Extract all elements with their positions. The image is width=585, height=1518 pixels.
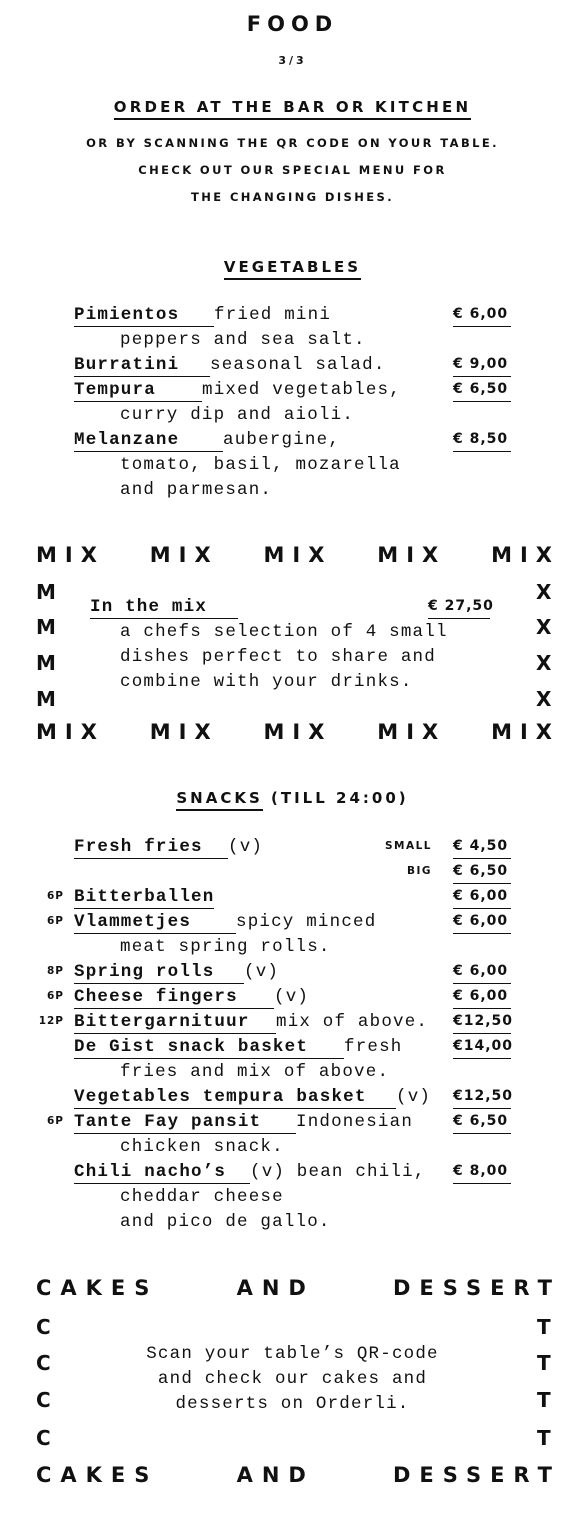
item-description: (v): [244, 962, 280, 982]
cakes-frame-left: C: [36, 1388, 51, 1412]
item-name: In the mix: [90, 596, 238, 619]
section-heading-note: (TILL 24:00): [271, 789, 409, 807]
menu-item: [74, 1036, 403, 1059]
order-heading-text: ORDER AT THE BAR OR KITCHEN: [114, 98, 471, 120]
item-description: tomato, basil, mozarella: [120, 455, 401, 475]
quantity-label: 8P: [46, 965, 64, 977]
menu-item: [74, 1111, 413, 1134]
item-description: dishes perfect to share and: [120, 647, 436, 667]
item-name: Pimientos: [74, 304, 214, 327]
item-description: spicy minced: [236, 912, 377, 932]
mix-frame-bottom: [36, 720, 560, 744]
item-price: € 6,00: [453, 986, 511, 1009]
cakes-frame-top: [36, 1276, 561, 1300]
mix-frame-right: X: [536, 580, 552, 604]
cakes-text-line: desserts on Orderli.: [175, 1394, 410, 1414]
item-price: €12,50: [453, 1011, 511, 1034]
cakes-frame-left: C: [36, 1351, 51, 1375]
section-heading-text: SNACKS: [176, 789, 262, 811]
menu-item: [74, 304, 331, 327]
mix-frame-left: M: [36, 651, 56, 675]
mix-word: MIX: [377, 543, 447, 567]
item-description: and parmesan.: [120, 480, 273, 500]
cakes-word: CAKES: [36, 1463, 159, 1487]
mix-frame-top: [36, 543, 560, 567]
item-name: Tempura: [74, 379, 202, 402]
item-price: € 9,00: [453, 354, 511, 377]
item-description: fries and mix of above.: [120, 1062, 390, 1082]
item-price: € 27,50: [428, 596, 490, 619]
item-description: curry dip and aioli.: [120, 405, 355, 425]
item-description: (v): [274, 987, 310, 1007]
intro-line: OR BY SCANNING THE QR CODE ON YOUR TABLE.: [86, 136, 499, 150]
cakes-word: AND: [236, 1463, 315, 1487]
menu-item: [74, 911, 376, 934]
cakes-frame-right: T: [537, 1351, 551, 1375]
mix-word: MIX: [149, 720, 219, 744]
section-heading-snacks: [0, 789, 585, 807]
item-description: mix of above.: [276, 1012, 429, 1032]
menu-item: [74, 1011, 428, 1034]
mix-word: MIX: [491, 543, 560, 567]
item-description: cheddar cheese: [120, 1187, 284, 1207]
item-description: chicken snack.: [120, 1137, 284, 1157]
item-description: mixed vegetables,: [202, 380, 401, 400]
quantity-label: 6P: [46, 915, 64, 927]
menu-item: [74, 886, 214, 909]
mix-word: MIX: [491, 720, 560, 744]
quantity-label: 6P: [46, 890, 64, 902]
section-heading-text: VEGETABLES: [224, 258, 361, 280]
menu-item: [74, 354, 386, 377]
intro-line: THE CHANGING DISHES.: [191, 190, 394, 204]
mix-word: MIX: [36, 543, 105, 567]
mix-frame-right: X: [536, 687, 552, 711]
menu-item: [74, 836, 263, 859]
mix-frame-left: M: [36, 580, 56, 604]
menu-item: [74, 379, 401, 402]
item-price: € 6,00: [453, 886, 511, 909]
mix-frame-right: X: [536, 615, 552, 639]
item-description: (v): [396, 1087, 432, 1107]
mix-word: MIX: [263, 720, 333, 744]
item-name: Bitterballen: [74, 887, 215, 907]
item-description: (v) bean chili,: [250, 1162, 426, 1182]
menu-item: [74, 1086, 431, 1109]
item-description: and pico de gallo.: [120, 1212, 331, 1232]
item-price: € 6,00: [453, 304, 511, 327]
item-description: meat spring rolls.: [120, 937, 331, 957]
item-name: Spring rolls: [74, 961, 244, 984]
menu-item: [74, 986, 309, 1009]
item-description: seasonal salad.: [210, 355, 386, 375]
cakes-word: DESSERT: [393, 1463, 561, 1487]
item-description: Indonesian: [296, 1112, 414, 1132]
quantity-label: 6P: [46, 990, 64, 1002]
item-name: Chili nacho’s: [74, 1161, 250, 1184]
item-name: De Gist snack basket: [74, 1036, 344, 1059]
item-description: combine with your drinks.: [120, 672, 413, 692]
cakes-frame-right: T: [537, 1315, 551, 1339]
item-description: fried mini: [214, 305, 332, 325]
item-price: € 4,50: [453, 836, 511, 859]
cakes-word: AND: [236, 1276, 315, 1300]
cakes-frame-bottom: [36, 1463, 561, 1487]
mix-frame-left: M: [36, 687, 56, 711]
mix-item: [90, 596, 238, 619]
menu-item: [74, 429, 340, 452]
page-title: FOOD: [246, 12, 339, 36]
item-description: fresh: [344, 1037, 403, 1057]
cakes-word: CAKES: [36, 1276, 159, 1300]
cakes-frame-left: C: [36, 1315, 51, 1339]
quantity-label: 6P: [46, 1115, 64, 1127]
item-price: €14,00: [453, 1036, 511, 1059]
cakes-text-line: Scan your table’s QR-code: [146, 1344, 439, 1364]
mix-frame-left: M: [36, 615, 56, 639]
cakes-word: DESSERT: [393, 1276, 561, 1300]
item-name: Cheese fingers: [74, 986, 274, 1009]
cakes-text-line: and check our cakes and: [157, 1369, 428, 1389]
item-name: Bittergarnituur: [74, 1011, 276, 1034]
cakes-frame-left: C: [36, 1426, 51, 1450]
quantity-label: 12P: [38, 1015, 64, 1027]
intro-line: CHECK OUT OUR SPECIAL MENU FOR: [138, 163, 447, 177]
item-description: aubergine,: [223, 430, 341, 450]
item-name: Vlammetjes: [74, 911, 236, 934]
cakes-frame-right: T: [537, 1426, 551, 1450]
mix-word: MIX: [263, 543, 333, 567]
section-heading-vegetables: [0, 258, 585, 276]
item-description: a chefs selection of 4 small: [120, 622, 448, 642]
menu-item: [74, 1161, 426, 1184]
item-description: peppers and sea salt.: [120, 330, 366, 350]
cakes-frame-right: T: [537, 1388, 551, 1412]
item-name: Tante Fay pansit: [74, 1111, 296, 1134]
item-price: € 8,00: [453, 1161, 511, 1184]
item-description: (v): [228, 837, 264, 857]
item-name: Burratini: [74, 354, 210, 377]
size-label: SMALL: [384, 840, 432, 852]
item-price: €12,50: [453, 1086, 511, 1109]
item-price: € 6,50: [453, 861, 511, 884]
page-number: 3/3: [278, 54, 307, 67]
item-price: € 6,00: [453, 961, 511, 984]
item-price: € 6,50: [453, 379, 511, 402]
item-name: Fresh fries: [74, 836, 228, 859]
size-label: BIG: [406, 865, 432, 877]
item-name: Melanzane: [74, 429, 223, 452]
mix-word: MIX: [36, 720, 105, 744]
item-price: € 6,50: [453, 1111, 511, 1134]
item-name: Vegetables tempura basket: [74, 1086, 396, 1109]
menu-item: [74, 961, 279, 984]
mix-frame-right: X: [536, 651, 552, 675]
mix-word: MIX: [149, 543, 219, 567]
item-price: € 6,00: [453, 911, 511, 934]
mix-word: MIX: [377, 720, 447, 744]
item-price: € 8,50: [453, 429, 511, 452]
order-heading: [0, 98, 585, 116]
